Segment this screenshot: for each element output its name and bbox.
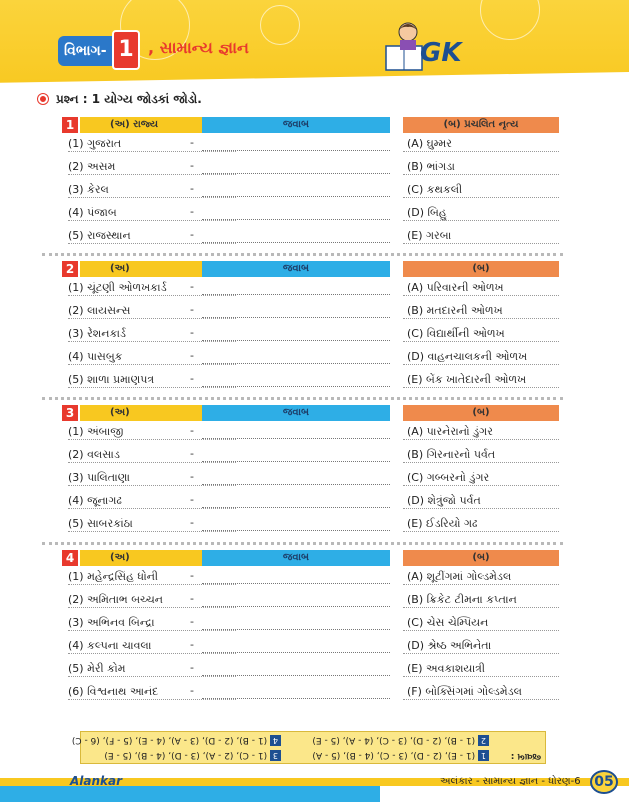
block-number: 3 bbox=[62, 405, 78, 421]
footer-stripe bbox=[0, 786, 380, 802]
right-item: (E) ઈડરિયો ગઢ bbox=[407, 517, 478, 530]
left-item: (1) મહેન્દ્રસિંહ ધોની bbox=[68, 570, 159, 583]
answer-row: 4 (1 - B), (2 - D), (3 - A), (4 - E), (5 - F), (6 - C) bbox=[72, 735, 285, 746]
answer-blank[interactable] bbox=[202, 606, 390, 607]
right-item: (E) ગરબા bbox=[407, 229, 452, 242]
answer-blank[interactable] bbox=[202, 461, 390, 462]
left-item: (2) વલસાડ bbox=[68, 448, 120, 461]
answer-blank[interactable] bbox=[202, 150, 390, 151]
block-header bbox=[62, 405, 559, 421]
match-block-4 bbox=[62, 550, 559, 704]
block-number: 4 bbox=[62, 550, 78, 566]
bullet-icon bbox=[38, 94, 48, 104]
block-header bbox=[62, 261, 559, 277]
block-header bbox=[62, 117, 559, 133]
match-row: (3) કેરલ - (C) કથકલી bbox=[62, 179, 559, 202]
right-item: (C) કથકલી bbox=[407, 183, 463, 196]
right-item: (A) પરિવારની ઓળખ bbox=[407, 281, 504, 294]
decorative-circle bbox=[480, 0, 540, 40]
answer-row: 2 (1 - B), (2 - D), (3 - C), (4 - A), (5 - E) bbox=[312, 735, 493, 746]
left-item: (4) કલ્પના ચાવલા bbox=[68, 639, 152, 652]
right-item: (E) બેંક ખાતેદારની ઓળખ bbox=[407, 373, 527, 386]
left-item: (1) અંબાજી bbox=[68, 425, 124, 438]
left-item: (2) અસમ bbox=[68, 160, 116, 173]
match-row: (2) વલસાડ - (B) ગિરનારનો પર્વત bbox=[62, 444, 559, 467]
answer-key-label: જવાબ : bbox=[510, 751, 541, 761]
right-item: (C) વિદ્યાર્થીની ઓળખ bbox=[407, 327, 505, 340]
match-row: (6) વિશ્વનાથ આનંદ - (F) બોક્સિંગમાં ગોલ્ડમેડલ bbox=[62, 681, 559, 704]
match-block-3 bbox=[62, 405, 559, 536]
match-row: (3) પાલિતાણા - (C) ગબ્બરનો ડુંગર bbox=[62, 467, 559, 490]
match-row: (3) રેશનકાર્ડ - (C) વિદ્યાર્થીની ઓળખ bbox=[62, 323, 559, 346]
right-item: (B) ગિરનારનો પર્વત bbox=[407, 448, 496, 461]
left-item: (3) કેરલ bbox=[68, 183, 109, 196]
right-item: (D) શ્રેષ્ઠ અભિનેતા bbox=[407, 639, 492, 652]
match-row: (1) મહેન્દ્રસિંહ ધોની - (A) શૂટીંગમાં ગોલ્ડમેડલ bbox=[62, 566, 559, 589]
left-item: (1) ગુજરાત bbox=[68, 137, 122, 150]
answer-column-header: જવાબ bbox=[202, 550, 390, 566]
section-number: 1 bbox=[112, 30, 140, 70]
match-row: (5) શાળા પ્રમાણપત્ર - (E) બેંક ખાતેદારની ઓળખ bbox=[62, 369, 559, 392]
question-heading bbox=[38, 92, 202, 107]
right-item: (A) શૂટીંગમાં ગોલ્ડમેડલ bbox=[407, 570, 512, 583]
section-divider bbox=[42, 542, 563, 545]
match-row: (2) અસમ - (B) ભાંગડા bbox=[62, 156, 559, 179]
block-header bbox=[62, 550, 559, 566]
match-block-2 bbox=[62, 261, 559, 392]
match-row: (2) લાયસન્સ - (B) મતદારની ઓળખ bbox=[62, 300, 559, 323]
column-b-header: (બ) bbox=[403, 261, 559, 277]
brand-logo: Alankar bbox=[70, 774, 123, 788]
left-item: (4) પાસબુક bbox=[68, 350, 123, 363]
answer-column-header: જવાબ bbox=[202, 117, 390, 133]
match-row: (1) ચૂંટણી ઓળખકાર્ડ - (A) પરિવારની ઓળખ bbox=[62, 277, 559, 300]
match-row: (3) અભિનવ બિન્દ્રા - (C) ચેસ ચેમ્પિયન bbox=[62, 612, 559, 635]
page-footer bbox=[0, 774, 629, 809]
answer-blank[interactable] bbox=[202, 242, 390, 243]
right-item: (A) ઘુમ્મર bbox=[407, 137, 452, 150]
answer-column-header: જવાબ bbox=[202, 261, 390, 277]
answer-blank[interactable] bbox=[202, 583, 390, 584]
left-item: (3) રેશનકાર્ડ bbox=[68, 327, 126, 340]
match-row: (4) પાસબુક - (D) વાહનચાલકની ઓળખ bbox=[62, 346, 559, 369]
footer-title: અલંકાર - સામાન્ય જ્ઞાન - ધોરણ-6 bbox=[440, 776, 581, 787]
header-stripe bbox=[0, 72, 629, 90]
left-item: (2) લાયસન્સ bbox=[68, 304, 131, 317]
answer-key bbox=[71, 731, 546, 764]
section-label: વિભાગ- bbox=[58, 36, 138, 66]
match-row: (2) અમિતાભ બચ્ચન - (B) ક્રિકેટ ટીમના કપ્તાન bbox=[62, 589, 559, 612]
answer-blank[interactable] bbox=[202, 386, 390, 387]
match-row: (4) પંજાબ - (D) બિહુ bbox=[62, 202, 559, 225]
answer-blank[interactable] bbox=[202, 196, 390, 197]
right-item: (B) ભાંગડા bbox=[407, 160, 455, 173]
column-b-header: (બ) પ્રચલિત નૃત્ય bbox=[403, 117, 559, 133]
question-text: પ્રશ્ન : 1 યોગ્ય જોડકાં જોડો. bbox=[56, 92, 202, 106]
column-b-header: (બ) bbox=[403, 550, 559, 566]
match-row: (5) રાજસ્થાન - (E) ગરબા bbox=[62, 225, 559, 248]
column-a-header: (અ) bbox=[80, 261, 244, 277]
column-a-header: (અ) bbox=[80, 405, 244, 421]
match-row: (5) સાબરકાંઠા - (E) ઈડરિયો ગઢ bbox=[62, 513, 559, 536]
answer-blank[interactable] bbox=[202, 507, 390, 508]
answer-blank[interactable] bbox=[202, 675, 390, 676]
column-a-header: (અ) રાજ્ય bbox=[80, 117, 244, 133]
left-item: (3) અભિનવ બિન્દ્રા bbox=[68, 616, 155, 629]
right-item: (D) વાહનચાલકની ઓળખ bbox=[407, 350, 528, 363]
column-b-header: (બ) bbox=[403, 405, 559, 421]
answer-blank[interactable] bbox=[202, 438, 390, 439]
left-item: (4) પંજાબ bbox=[68, 206, 117, 219]
answer-blank[interactable] bbox=[202, 340, 390, 341]
right-item: (B) ક્રિકેટ ટીમના કપ્તાન bbox=[407, 593, 517, 606]
right-item: (E) અવકાશયાત્રી bbox=[407, 662, 486, 675]
gk-logo-text: GK bbox=[420, 38, 462, 68]
answer-blank[interactable] bbox=[202, 317, 390, 318]
answer-blank[interactable] bbox=[202, 530, 390, 531]
answer-blank[interactable] bbox=[202, 484, 390, 485]
right-item: (B) મતદારની ઓળખ bbox=[407, 304, 503, 317]
answer-blank[interactable] bbox=[202, 363, 390, 364]
answer-blank[interactable] bbox=[202, 219, 390, 220]
answer-blank[interactable] bbox=[202, 652, 390, 653]
answer-blank[interactable] bbox=[202, 173, 390, 174]
block-number: 1 bbox=[62, 117, 78, 133]
answer-blank[interactable] bbox=[202, 294, 390, 295]
answer-column-header: જવાબ bbox=[202, 405, 390, 421]
left-item: (3) પાલિતાણા bbox=[68, 471, 130, 484]
match-row: (4) કલ્પના ચાવલા - (D) શ્રેષ્ઠ અભિનેતા bbox=[62, 635, 559, 658]
match-row: (1) ગુજરાત - (A) ઘુમ્મર bbox=[62, 133, 559, 156]
section-divider bbox=[42, 253, 563, 256]
match-row: (5) મેરી કોમ - (E) અવકાશયાત્રી bbox=[62, 658, 559, 681]
page-title: , સામાન્ય જ્ઞાન bbox=[148, 38, 249, 57]
right-item: (C) ગબ્બરનો ડુંગર bbox=[407, 471, 490, 484]
left-item: (2) અમિતાભ બચ્ચન bbox=[68, 593, 163, 606]
answer-row: 3 (1 - C), (2 - A), (3 - D), (4 - B), (5 - E) bbox=[104, 750, 285, 761]
left-item: (4) જૂનાગઢ bbox=[68, 494, 122, 507]
right-item: (C) ચેસ ચેમ્પિયન bbox=[407, 616, 489, 629]
answer-row: 1 (1 - E), (2 - D), (3 - C), (4 - B), (5 - A) bbox=[312, 750, 493, 761]
page-number: 05 bbox=[590, 770, 618, 794]
match-row: (4) જૂનાગઢ - (D) શેત્રુંજો પર્વત bbox=[62, 490, 559, 513]
left-item: (1) ચૂંટણી ઓળખકાર્ડ bbox=[68, 281, 167, 294]
page-header bbox=[0, 0, 629, 90]
left-item: (5) મેરી કોમ bbox=[68, 662, 126, 675]
left-item: (6) વિશ્વનાથ આનંદ bbox=[68, 685, 159, 698]
right-item: (D) બિહુ bbox=[407, 206, 447, 219]
left-item: (5) સાબરકાંઠા bbox=[68, 517, 133, 530]
right-item: (D) શેત્રુંજો પર્વત bbox=[407, 494, 481, 507]
left-item: (5) શાળા પ્રમાણપત્ર bbox=[68, 373, 155, 386]
left-item: (5) રાજસ્થાન bbox=[68, 229, 131, 242]
block-number: 2 bbox=[62, 261, 78, 277]
column-a-header: (અ) bbox=[80, 550, 244, 566]
right-item: (F) બોક્સિંગમાં ગોલ્ડમેડલ bbox=[407, 685, 522, 698]
section-divider bbox=[42, 397, 563, 400]
answer-blank[interactable] bbox=[202, 698, 390, 699]
decorative-circle bbox=[260, 5, 300, 45]
match-row: (1) અંબાજી - (A) પારનેરાનો ડુંગર bbox=[62, 421, 559, 444]
match-block-1 bbox=[62, 117, 559, 248]
answer-blank[interactable] bbox=[202, 629, 390, 630]
right-item: (A) પારનેરાનો ડુંગર bbox=[407, 425, 493, 438]
